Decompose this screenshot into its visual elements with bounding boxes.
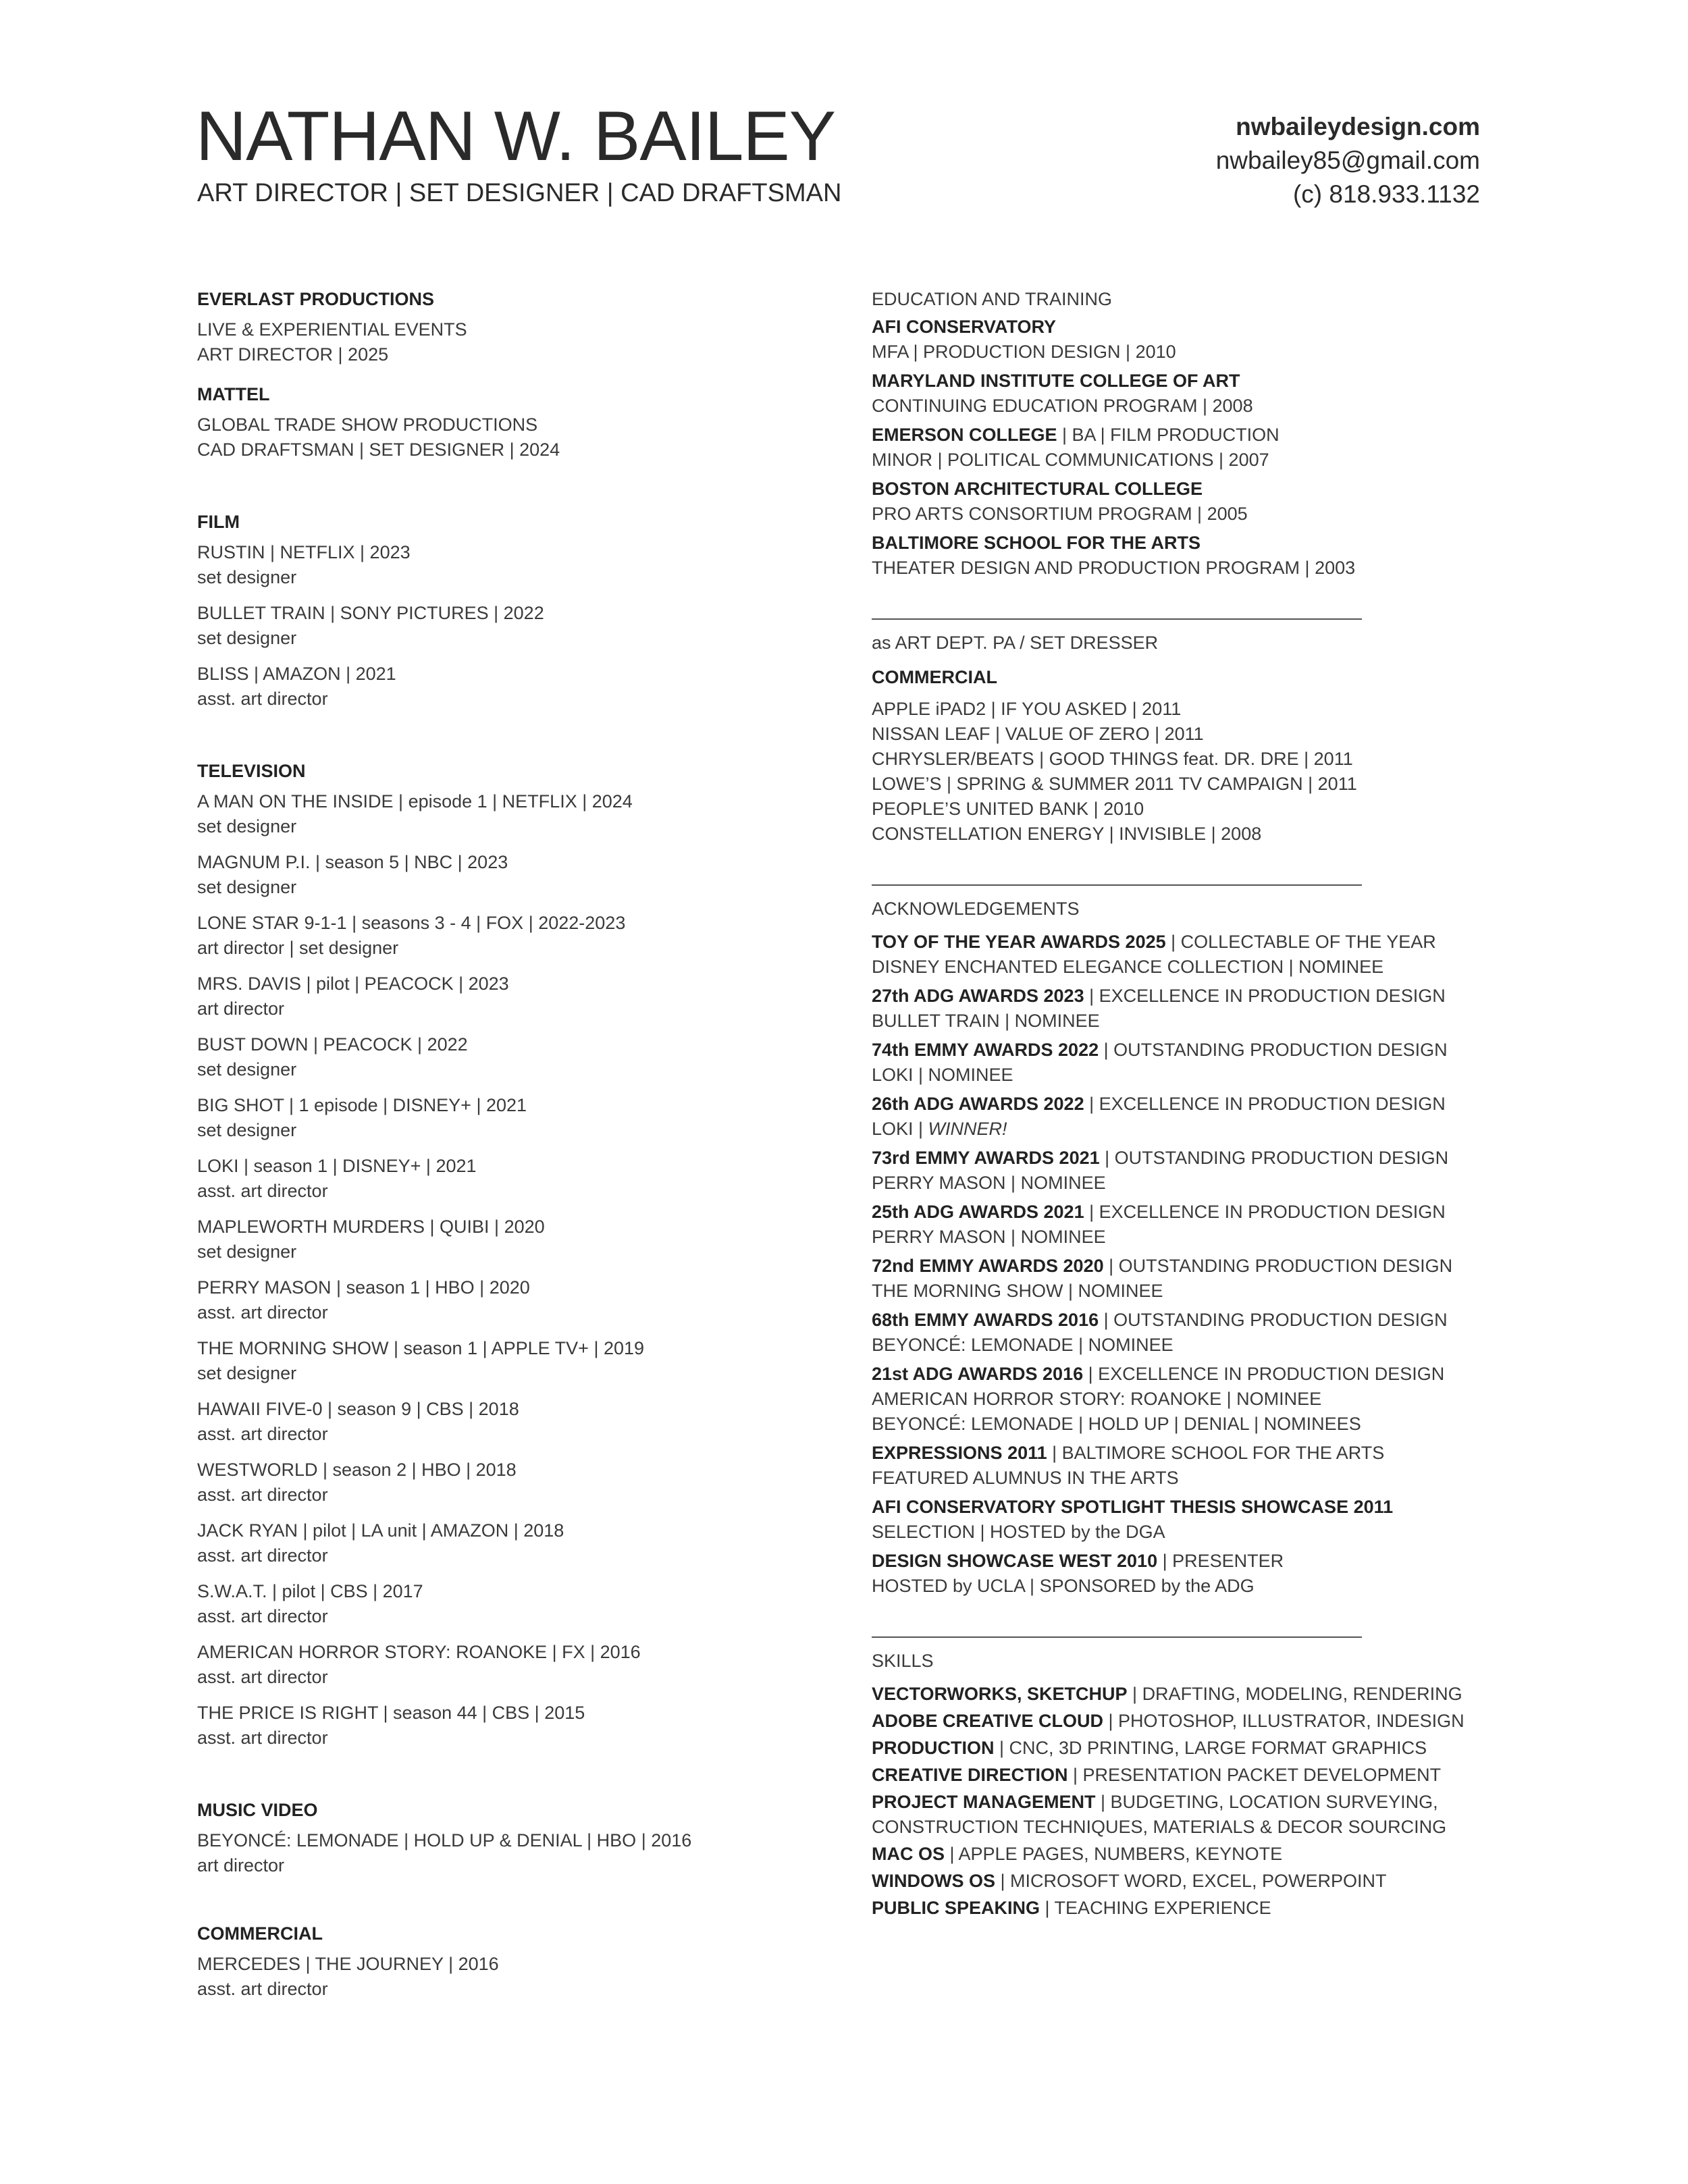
credit-role: set designer	[197, 567, 297, 587]
skill-entry	[872, 1682, 1479, 1707]
credit-entry	[197, 1154, 872, 1204]
commercial-section	[197, 1921, 872, 2002]
award-category: | OUTSTANDING PRODUCTION DESIGN	[1099, 1040, 1448, 1060]
music-video-section	[197, 1798, 872, 1878]
skill-name: PRODUCTION	[872, 1738, 995, 1758]
education-entry	[872, 369, 1479, 419]
credit-title: JACK RYAN | pilot | LA unit | AMAZON | 2018	[197, 1520, 564, 1541]
skill-entry	[872, 1869, 1479, 1894]
credit-role: asst. art director	[197, 1979, 328, 1999]
credit-title: HAWAII FIVE-0 | season 9 | CBS | 2018	[197, 1399, 519, 1419]
education-entry	[872, 531, 1479, 581]
award-name: 68th EMMY AWARDS 2016	[872, 1310, 1099, 1330]
acknowledgements-section	[872, 897, 1479, 1599]
award-entry	[872, 1038, 1479, 1088]
credit-title: BLISS | AMAZON | 2021	[197, 664, 396, 684]
credit-role: set designer	[197, 628, 297, 648]
credit-role: set designer	[197, 1363, 297, 1383]
credit-title: BEYONCÉ: LEMONADE | HOLD UP & DENIAL | HBO | 2016	[197, 1830, 692, 1850]
skills-section	[872, 1649, 1479, 1921]
commercial-item: CHRYSLER/BEATS | GOOD THINGS feat. DR. DRE | 2011	[872, 749, 1353, 769]
television-section	[197, 759, 872, 1751]
award-detail: PERRY MASON | NOMINEE	[872, 1173, 1106, 1193]
section-heading: FILM	[197, 512, 240, 532]
credit-entry	[197, 911, 872, 961]
award-category: | OUTSTANDING PRODUCTION DESIGN	[1103, 1256, 1453, 1276]
skill-name: MAC OS	[872, 1844, 945, 1864]
credit-role: set designer	[197, 816, 297, 836]
award-detail: LOKI |	[872, 1119, 928, 1139]
credit-title: THE MORNING SHOW | season 1 | APPLE TV+ | 2019	[197, 1338, 645, 1358]
subsection-heading: COMMERCIAL	[872, 667, 997, 687]
skill-detail: | CNC, 3D PRINTING, LARGE FORMAT GRAPHICS	[994, 1738, 1427, 1758]
credit-role: art director | set designer	[197, 938, 399, 958]
credit-title: THE PRICE IS RIGHT | season 44 | CBS | 2015	[197, 1703, 585, 1723]
skill-name: PROJECT MANAGEMENT	[872, 1792, 1096, 1812]
award-detail: BULLET TRAIN | NOMINEE	[872, 1011, 1100, 1031]
intro-entry	[197, 287, 872, 367]
award-name: 21st ADG AWARDS 2016	[872, 1364, 1084, 1384]
entry-line: LIVE & EXPERIENTIAL EVENTS	[197, 319, 467, 340]
skill-entry	[872, 1896, 1479, 1921]
award-entry	[872, 984, 1479, 1034]
award-category: | COLLECTABLE OF THE YEAR	[1165, 932, 1436, 952]
commercial-item: CONSTELLATION ENERGY | INVISIBLE | 2008	[872, 824, 1262, 844]
section-heading: ACKNOWLEDGEMENTS	[872, 899, 1080, 919]
award-detail: LOKI | NOMINEE	[872, 1065, 1013, 1085]
credit-entry	[197, 1828, 872, 1878]
education-entry	[872, 423, 1479, 473]
credit-entry	[197, 1275, 872, 1325]
credit-role: asst. art director	[197, 1302, 328, 1323]
credit-title: MAGNUM P.I. | season 5 | NBC | 2023	[197, 852, 508, 872]
award-detail: BEYONCÉ: LEMONADE | NOMINEE	[872, 1335, 1173, 1355]
award-entry	[872, 1254, 1479, 1304]
skill-entry	[872, 1790, 1479, 1840]
school-name: MARYLAND INSTITUTE COLLEGE OF ART	[872, 371, 1240, 391]
intro-section	[197, 287, 872, 462]
award-category: | EXCELLENCE IN PRODUCTION DESIGN	[1084, 986, 1446, 1006]
credit-entry	[197, 1579, 872, 1629]
skill-entry	[872, 1842, 1479, 1867]
skill-entry	[872, 1736, 1479, 1761]
credit-title: BULLET TRAIN | SONY PICTURES | 2022	[197, 603, 544, 623]
resume-name: NATHAN W. BAILEY	[196, 97, 836, 176]
resume-titles: ART DIRECTOR | SET DESIGNER | CAD DRAFTSMAN	[197, 179, 842, 207]
award-entry	[872, 930, 1479, 980]
skill-detail: | MICROSOFT WORD, EXCEL, POWERPOINT	[995, 1871, 1387, 1891]
award-name: AFI CONSERVATORY SPOTLIGHT THESIS SHOWCASE 2011	[872, 1497, 1394, 1517]
credit-role: set designer	[197, 1242, 297, 1262]
award-name: 27th ADG AWARDS 2023	[872, 986, 1084, 1006]
award-category: | BALTIMORE SCHOOL FOR THE ARTS	[1047, 1443, 1385, 1463]
entry-line: CAD DRAFTSMAN | SET DESIGNER | 2024	[197, 440, 560, 460]
credit-title: RUSTIN | NETFLIX | 2023	[197, 542, 411, 562]
credit-title: MAPLEWORTH MURDERS | QUIBI | 2020	[197, 1217, 545, 1237]
credit-role: asst. art director	[197, 1606, 328, 1626]
credit-title: PERRY MASON | season 1 | HBO | 2020	[197, 1277, 530, 1298]
skill-entry	[872, 1709, 1479, 1734]
credit-title: MERCEDES | THE JOURNEY | 2016	[197, 1954, 499, 1974]
commercial-item: NISSAN LEAF | VALUE OF ZERO | 2011	[872, 724, 1204, 744]
section-divider	[872, 884, 1362, 886]
award-category: | EXCELLENCE IN PRODUCTION DESIGN	[1084, 1094, 1446, 1114]
credit-role: asst. art director	[197, 1667, 328, 1687]
section-divider	[872, 618, 1362, 620]
commercial-item: PEOPLE’S UNITED BANK | 2010	[872, 799, 1144, 819]
commercial-item: LOWE’S | SPRING & SUMMER 2011 TV CAMPAIGN | 2011	[872, 774, 1357, 794]
award-detail: BEYONCÉ: LEMONADE | HOLD UP | DENIAL | NOMINEES	[872, 1414, 1361, 1434]
school-name: EMERSON COLLEGE	[872, 425, 1057, 445]
award-entry	[872, 1200, 1479, 1250]
award-entry	[872, 1092, 1479, 1142]
phone-number: (c) 818.933.1132	[1292, 180, 1480, 208]
education-entry	[872, 477, 1479, 527]
left-column	[197, 287, 872, 2002]
credit-role: asst. art director	[197, 1545, 328, 1566]
award-detail: FEATURED ALUMNUS IN THE ARTS	[872, 1468, 1179, 1488]
skill-name: ADOBE CREATIVE CLOUD	[872, 1711, 1104, 1731]
credit-role: asst. art director	[197, 1424, 328, 1444]
credit-entry	[197, 1640, 872, 1690]
section-heading: COMMERCIAL	[197, 1923, 323, 1944]
education-detail: MFA | PRODUCTION DESIGN | 2010	[872, 342, 1176, 362]
skill-detail-continued: CONSTRUCTION TECHNIQUES, MATERIALS & DECOR SOURCING	[872, 1817, 1447, 1837]
award-name: DESIGN SHOWCASE WEST 2010	[872, 1551, 1158, 1571]
skill-name: PUBLIC SPEAKING	[872, 1898, 1040, 1918]
education-detail: CONTINUING EDUCATION PROGRAM | 2008	[872, 396, 1253, 416]
award-name: EXPRESSIONS 2011	[872, 1443, 1047, 1463]
film-section	[197, 510, 872, 712]
section-heading: SKILLS	[872, 1651, 934, 1671]
award-entry	[872, 1549, 1479, 1599]
credit-entry	[197, 850, 872, 900]
education-detail: MINOR | POLITICAL COMMUNICATIONS | 2007	[872, 450, 1269, 470]
section-heading: EDUCATION AND TRAINING	[872, 289, 1113, 309]
award-category: | EXCELLENCE IN PRODUCTION DESIGN	[1084, 1202, 1446, 1222]
website-link[interactable]: nwbaileydesign.com	[1236, 113, 1480, 140]
credit-title: LONE STAR 9-1-1 | seasons 3 - 4 | FOX | 2022-2023	[197, 913, 626, 933]
section-heading: TELEVISION	[197, 761, 306, 781]
award-detail: DISNEY ENCHANTED ELEGANCE COLLECTION | NOMINEE	[872, 957, 1384, 977]
skill-name: CREATIVE DIRECTION	[872, 1765, 1068, 1785]
award-category: | OUTSTANDING PRODUCTION DESIGN	[1099, 1310, 1448, 1330]
credit-role: set designer	[197, 877, 297, 897]
skill-detail: | PRESENTATION PACKET DEVELOPMENT	[1067, 1765, 1442, 1785]
award-detail: THE MORNING SHOW | NOMINEE	[872, 1281, 1163, 1301]
section-divider	[872, 1636, 1362, 1638]
award-category: | EXCELLENCE IN PRODUCTION DESIGN	[1083, 1364, 1445, 1384]
credit-title: AMERICAN HORROR STORY: ROANOKE | FX | 2016	[197, 1642, 641, 1662]
credit-role: set designer	[197, 1120, 297, 1140]
credit-entry	[197, 1458, 872, 1508]
company-name: EVERLAST PRODUCTIONS	[197, 289, 435, 309]
entry-line: ART DIRECTOR | 2025	[197, 344, 389, 365]
education-section	[872, 287, 1479, 581]
credit-entry	[197, 662, 872, 712]
credit-role: asst. art director	[197, 1181, 328, 1201]
award-entry	[872, 1308, 1479, 1358]
credit-role: art director	[197, 1855, 285, 1875]
credit-entry	[197, 1701, 872, 1751]
email-link[interactable]: nwbailey85@gmail.com	[1215, 147, 1480, 174]
credit-role: asst. art director	[197, 1485, 328, 1505]
skill-detail: | TEACHING EXPERIENCE	[1040, 1898, 1271, 1918]
award-detail: SELECTION | HOSTED by the DGA	[872, 1522, 1165, 1542]
section-heading: MUSIC VIDEO	[197, 1800, 318, 1820]
credit-entry	[197, 1518, 872, 1568]
credit-entry	[197, 1397, 872, 1447]
award-detail: AMERICAN HORROR STORY: ROANOKE | NOMINEE	[872, 1389, 1322, 1409]
school-name: BALTIMORE SCHOOL FOR THE ARTS	[872, 533, 1201, 553]
award-entry	[872, 1362, 1479, 1437]
contact-block	[1216, 110, 1480, 211]
credit-title: BIG SHOT | 1 episode | DISNEY+ | 2021	[197, 1095, 527, 1115]
credit-title: LOKI | season 1 | DISNEY+ | 2021	[197, 1156, 477, 1176]
education-detail: PRO ARTS CONSORTIUM PROGRAM | 2005	[872, 504, 1248, 524]
skill-detail: | BUDGETING, LOCATION SURVEYING,	[1095, 1792, 1438, 1812]
award-entry	[872, 1441, 1479, 1491]
education-detail: THEATER DESIGN AND PRODUCTION PROGRAM | 2003	[872, 558, 1356, 578]
award-name: 73rd EMMY AWARDS 2021	[872, 1148, 1100, 1168]
credit-entry	[197, 540, 872, 590]
award-detail: HOSTED by UCLA | SPONSORED by the ADG	[872, 1576, 1255, 1596]
entry-line: GLOBAL TRADE SHOW PRODUCTIONS	[197, 415, 538, 435]
credit-entry	[197, 1336, 872, 1386]
school-name: AFI CONSERVATORY	[872, 317, 1057, 337]
award-name: 26th ADG AWARDS 2022	[872, 1094, 1084, 1114]
commercial-item: APPLE iPAD2 | IF YOU ASKED | 2011	[872, 699, 1182, 719]
credit-entry	[197, 1032, 872, 1082]
award-detail: PERRY MASON | NOMINEE	[872, 1227, 1106, 1247]
award-entry	[872, 1495, 1479, 1545]
award-category: | OUTSTANDING PRODUCTION DESIGN	[1099, 1148, 1449, 1168]
credit-entry	[197, 1215, 872, 1264]
skill-name: WINDOWS OS	[872, 1871, 995, 1891]
skill-entry	[872, 1763, 1479, 1788]
award-winner: WINNER!	[928, 1119, 1007, 1139]
skill-detail: | APPLE PAGES, NUMBERS, KEYNOTE	[945, 1844, 1283, 1864]
credit-entry	[197, 1952, 872, 2002]
award-category: | PRESENTER	[1157, 1551, 1284, 1571]
credit-title: MRS. DAVIS | pilot | PEACOCK | 2023	[197, 974, 509, 994]
skill-name: VECTORWORKS, SKETCHUP	[872, 1684, 1128, 1704]
credit-entry	[197, 971, 872, 1021]
right-column	[872, 287, 1479, 1921]
skill-detail: | PHOTOSHOP, ILLUSTRATOR, INDESIGN	[1103, 1711, 1465, 1731]
credit-role: asst. art director	[197, 1728, 328, 1748]
company-name: MATTEL	[197, 384, 270, 404]
award-entry	[872, 1146, 1479, 1196]
credit-title: S.W.A.T. | pilot | CBS | 2017	[197, 1581, 423, 1601]
award-name: 74th EMMY AWARDS 2022	[872, 1040, 1099, 1060]
credit-title: BUST DOWN | PEACOCK | 2022	[197, 1034, 468, 1055]
education-entry	[872, 315, 1479, 365]
award-name: 72nd EMMY AWARDS 2020	[872, 1256, 1104, 1276]
intro-entry	[197, 382, 872, 462]
credit-entry	[197, 601, 872, 651]
skill-detail: | DRAFTING, MODELING, RENDERING	[1127, 1684, 1462, 1704]
school-suffix: | BA | FILM PRODUCTION	[1057, 425, 1280, 445]
award-name: 25th ADG AWARDS 2021	[872, 1202, 1084, 1222]
credit-entry	[197, 789, 872, 839]
school-name: BOSTON ARCHITECTURAL COLLEGE	[872, 479, 1203, 499]
credit-title: A MAN ON THE INSIDE | episode 1 | NETFLIX | 2024	[197, 791, 633, 811]
credit-title: WESTWORLD | season 2 | HBO | 2018	[197, 1460, 517, 1480]
credit-role: art director	[197, 998, 285, 1019]
award-name: TOY OF THE YEAR AWARDS 2025	[872, 932, 1166, 952]
credit-role: set designer	[197, 1059, 297, 1080]
credit-entry	[197, 1093, 872, 1143]
art-dept-section	[872, 631, 1479, 847]
section-heading: as ART DEPT. PA / SET DRESSER	[872, 633, 1159, 653]
credit-role: asst. art director	[197, 689, 328, 709]
